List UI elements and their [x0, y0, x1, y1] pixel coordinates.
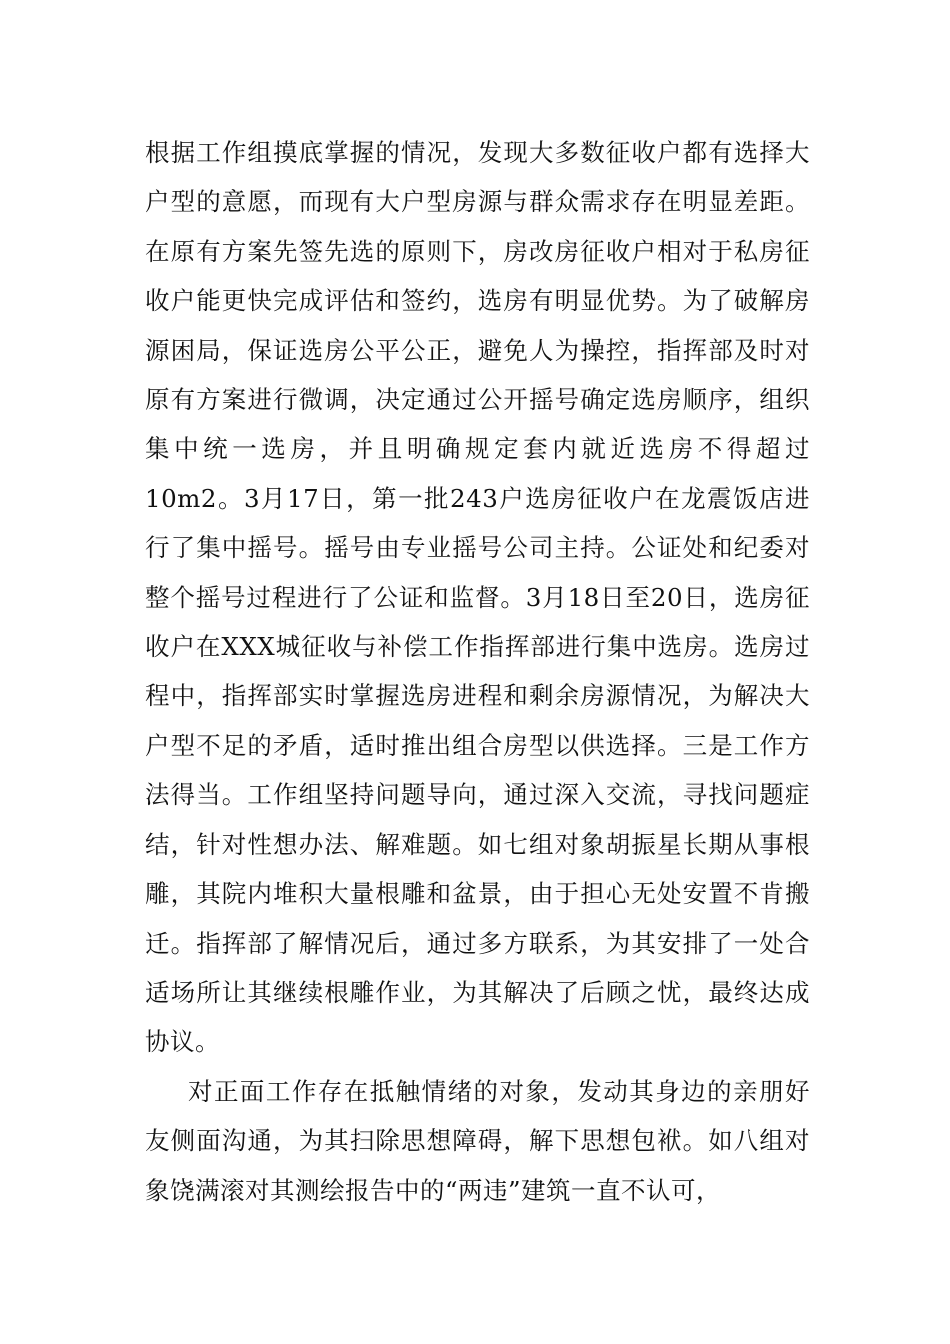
- body-paragraph: 根据工作组摸底掌握的情况，发现大多数征收户都有选择大户型的意愿，而现有大户型房源与群众需求存在明显差距。在原有方案先签先选的原则下，房改房征收户相对于私房征收户能更快完成评估和签约，选房有明显优势。为了破解房源困局，保证选房公平公正，避免人为操控，指挥部及时对原有方案进行微调，决定通过公开摇号确定选房顺序，组织集中统一选房，并且明确规定套内就近选房不得超过10m2。3月17日，第一批243户选房征收户在龙震饭店进行了集中摇号。摇号由专业摇号公司主持。公证处和纪委对整个摇号过程进行了公证和监督。3月18日至20日，选房征收户在XXX城征收与补偿工作指挥部进行集中选房。选房过程中，指挥部实时掌握选房进程和剩余房源情况，为解决大户型不足的矛盾，适时推出组合房型以供选择。三是工作方法得当。工作组坚持问题导向，通过深入交流，寻找问题症结，针对性想办法、解难题。如七组对象胡振星长期从事根雕，其院内堆积大量根雕和盆景，由于担心无处安置不肯搬迁。指挥部了解情况后，通过多方联系，为其安排了一处合适场所让其继续根雕作业，为其解决了后顾之忧，最终达成协议。: [145, 138, 810, 1057]
- body-paragraph: 对正面工作存在抵触情绪的对象，发动其身边的亲朋好友侧面沟通，为其扫除思想障碍，解下思想包袱。如八组对象饶满滚对其测绘报告中的“两违”建筑一直不认可，: [145, 1076, 810, 1205]
- document-body: [145, 128, 810, 1215]
